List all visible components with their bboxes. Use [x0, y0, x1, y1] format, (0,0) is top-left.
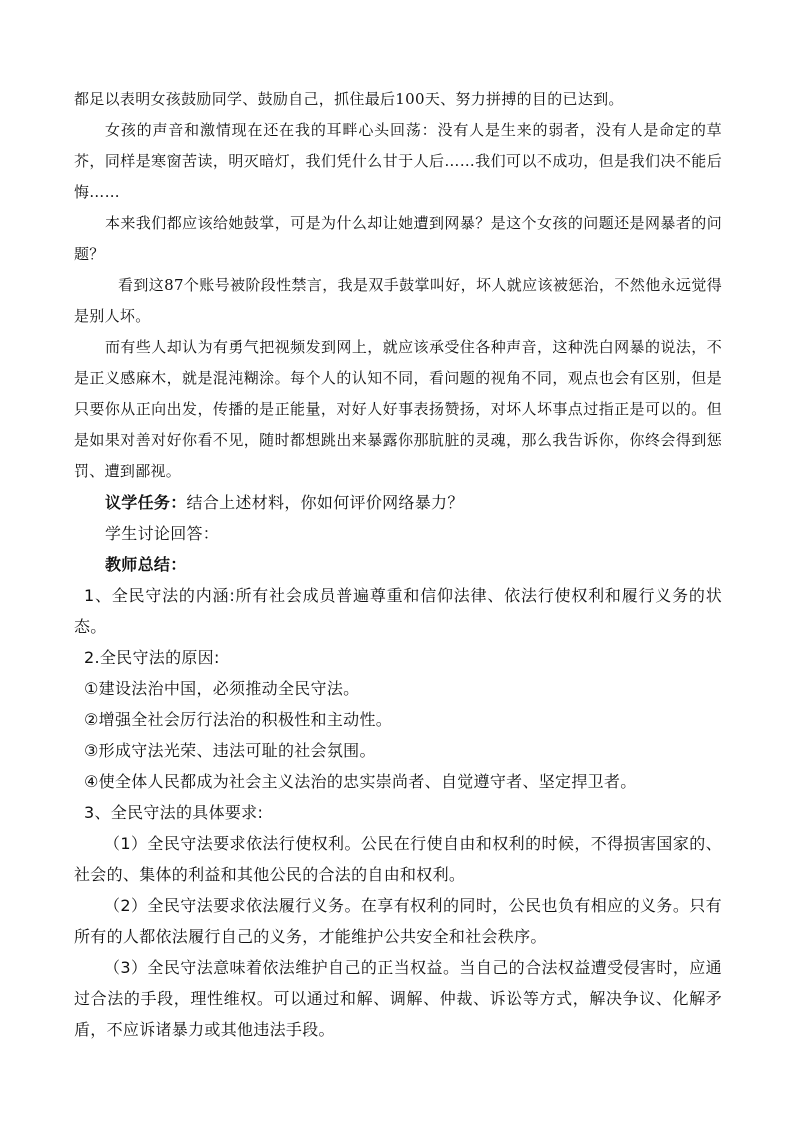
discussion-line: 学生讨论回答： [105, 524, 220, 543]
story-paragraph-2: 女孩的声音和激情现在还在我的耳畔心头回荡：没有人是生来的弱者，没有人是命定的草芥，同样是寒窗苦读，明灭暗灯，我们凭什么甘于人后……我们可以不成功，但是我们决不能后悔…… [74, 121, 722, 201]
task-text: 结合上述材料，你如何评价网络暴力？ [186, 493, 464, 512]
story-paragraph-5: 而有些人却认为有勇气把视频发到网上，就应该承受住各种声音，这种洗白网暴的说法，不是正义感麻木，就是混沌糊涂。每个人的认知不同，看问题的视角不同，观点也会有区别，但是只要你从正向出发，传播的是正能量，对好人好事表扬赞扬，对坏人坏事点过指正是可以的。但是如果对善对好你看不见，随时都想跳出来暴露你那肮脏的灵魂，那么我告诉你，你终会得到惩罚、遭到鄙视。 [74, 338, 722, 480]
task-line [74, 487, 722, 518]
task-label: 议学任务： [105, 493, 187, 512]
story-paragraph-1: 都足以表明女孩鼓励同学、鼓励自己，抓住最后100天、努力拼搏的目的已达到。 [74, 90, 624, 108]
teacher-summary-heading: 教师总结： [105, 555, 187, 574]
requirement-2: （2）全民守法要求依法履行义务。在享有权利的同时，公民也负有相应的义务。只有所有的人都依法履行自己的义务，才能维护公共安全和社会秩序。 [74, 896, 722, 946]
document-body [74, 84, 722, 1045]
point-3-requirements-heading: 3、全民守法的具体要求: [84, 803, 264, 822]
reason-4: ④使全体人民都成为社会主义法治的忠实崇尚者、自觉遵守者、坚定捍卫者。 [84, 772, 637, 791]
reason-1: ①建设法治中国，必须推动全民守法。 [84, 679, 360, 698]
reason-2: ②增强全社会厉行法治的积极性和主动性。 [84, 710, 393, 729]
point-2-reasons-heading: 2.全民守法的原因: [84, 648, 220, 667]
point-1-meaning: 1、全民守法的内涵:所有社会成员普遍尊重和信仰法律、依法行使权利和履行义务的状态。 [74, 586, 722, 636]
requirement-1: （1）全民守法要求依法行使权利。公民在行使自由和权利的时候，不得损害国家的、社会的、集体的利益和其他公民的合法的自由和权利。 [74, 834, 722, 884]
reason-3: ③形成守法光荣、违法可耻的社会氛围。 [84, 741, 376, 760]
requirement-3: （3）全民守法意味着依法维护自己的正当权益。当自己的合法权益遭受侵害时，应通过合法的手段，理性维权。可以通过和解、调解、仲裁、诉讼等方式，解决争议、化解矛盾，不应诉诸暴力或其他违法手段。 [74, 958, 722, 1039]
story-paragraph-3: 本来我们都应该给她鼓掌，可是为什么却让她遭到网暴？是这个女孩的问题还是网暴者的问题？ [74, 214, 722, 263]
story-paragraph-4: 看到这87个账号被阶段性禁言，我是双手鼓掌叫好，坏人就应该被惩治，不然他永远觉得是别人坏。 [74, 276, 722, 325]
